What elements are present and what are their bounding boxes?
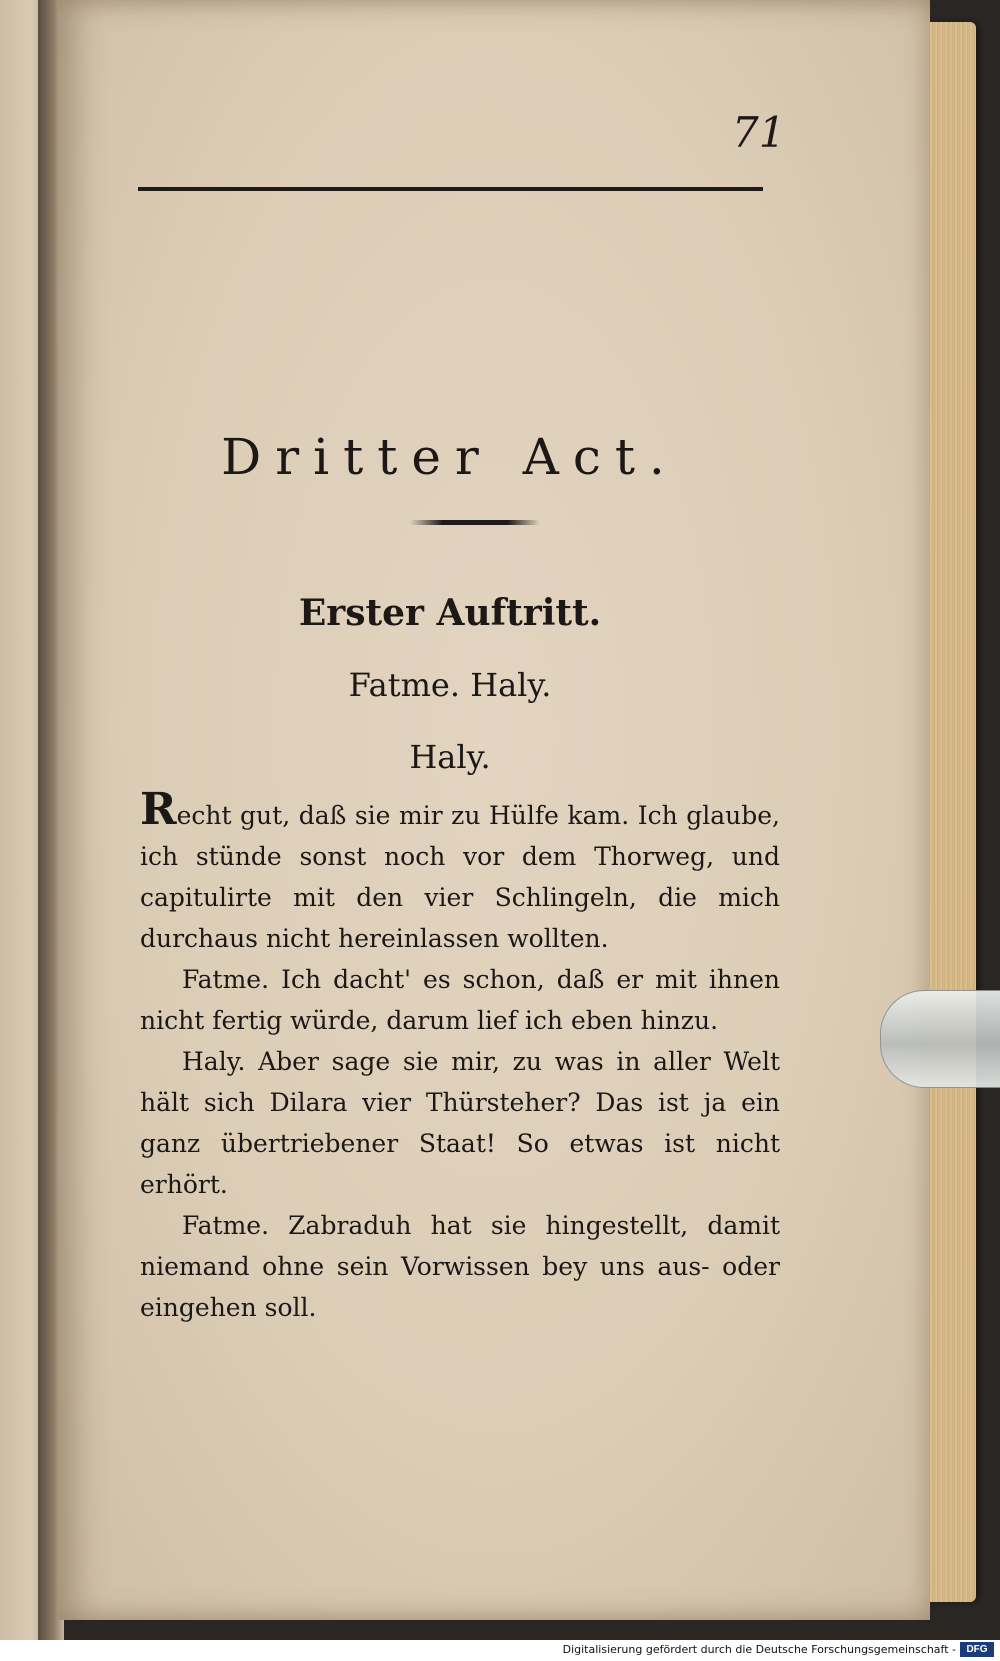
digitization-credit: Digitalisierung gefördert durch die Deutsche Forschungsgemeinschaft - <box>562 1643 956 1656</box>
paragraph-text: echt gut, daß sie mir zu Hülfe kam. Ich glaube, ich stünde sonst noch vor dem Thorweg, und capitulirte mit den vier Schlingeln, die mich durchaus nicht hereinlassen wollten. <box>140 801 780 953</box>
header-rule <box>138 187 763 191</box>
glass-page-clip <box>880 990 1000 1088</box>
drop-initial: R <box>140 784 177 835</box>
paragraph: Fatme. Zabraduh hat sie hingestellt, damit niemand ohne sein Vorwissen bey uns aus- oder eingehen soll. <box>140 1211 780 1322</box>
paragraph <box>140 784 780 959</box>
scene-title: Erster Auftritt. <box>298 592 602 634</box>
dialogue-text <box>140 784 780 1328</box>
paragraph: Haly. Aber sage sie mir, zu was in aller Welt hält sich Dilara vier Thürsteher? Das ist ja ein ganz übertriebener Staat! So etwas ist nicht erhört. <box>140 1047 780 1199</box>
page-block-edge <box>928 22 976 1602</box>
speaker-heading: Haly. <box>409 738 491 776</box>
dfg-logo: DFG <box>960 1642 994 1657</box>
act-title: Dritter Act. <box>221 428 679 486</box>
scene-characters: Fatme. Haly. <box>348 666 552 704</box>
page-number: 71 <box>732 108 786 157</box>
paragraph: Fatme. Ich dacht' es schon, daß er mit ihnen nicht fertig würde, darum lief ich eben hinzu. <box>140 965 780 1035</box>
ornament-rule <box>410 520 540 525</box>
